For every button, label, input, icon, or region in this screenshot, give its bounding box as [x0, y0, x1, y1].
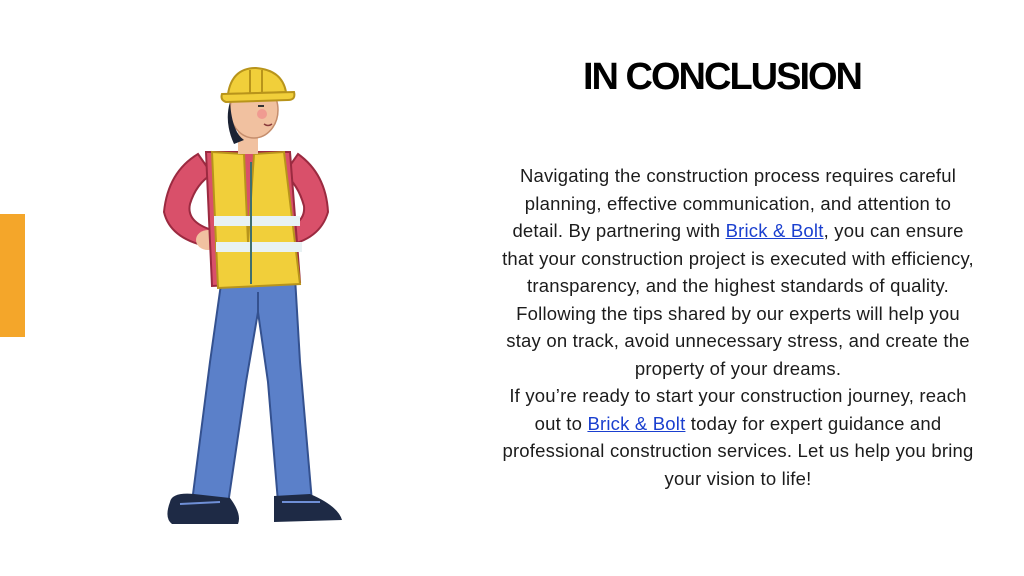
paragraph-1-text-end: , you can ensure that your construction project is executed with efficiency, transparency, and the highest standards of quality. Following the tips shared by our experts will help you stay on track, avoid unnecessary stress, and create the property of your dreams. [502, 220, 974, 379]
paragraph-1-text-start: Navigating the construction process requires careful planning, effective communication, and attention to detail. By partnering with [512, 165, 957, 241]
accent-bar [0, 214, 25, 337]
paragraph-2-text-start: If you’re ready to start your construction journey, reach out to [509, 385, 967, 434]
brick-and-bolt-link-1[interactable]: Brick & Bolt [725, 220, 824, 241]
construction-worker-illustration [150, 62, 360, 537]
brick-and-bolt-link-2[interactable]: Brick & Bolt [587, 412, 686, 434]
paragraph-2-text-end: today for expert guidance and professional construction services. Let us help you bring your vision to life! [502, 412, 974, 489]
slide-title: IN CONCLUSION [583, 56, 861, 98]
conclusion-body [500, 162, 976, 492]
paragraph-2 [500, 382, 976, 492]
paragraph-1 [500, 162, 976, 382]
